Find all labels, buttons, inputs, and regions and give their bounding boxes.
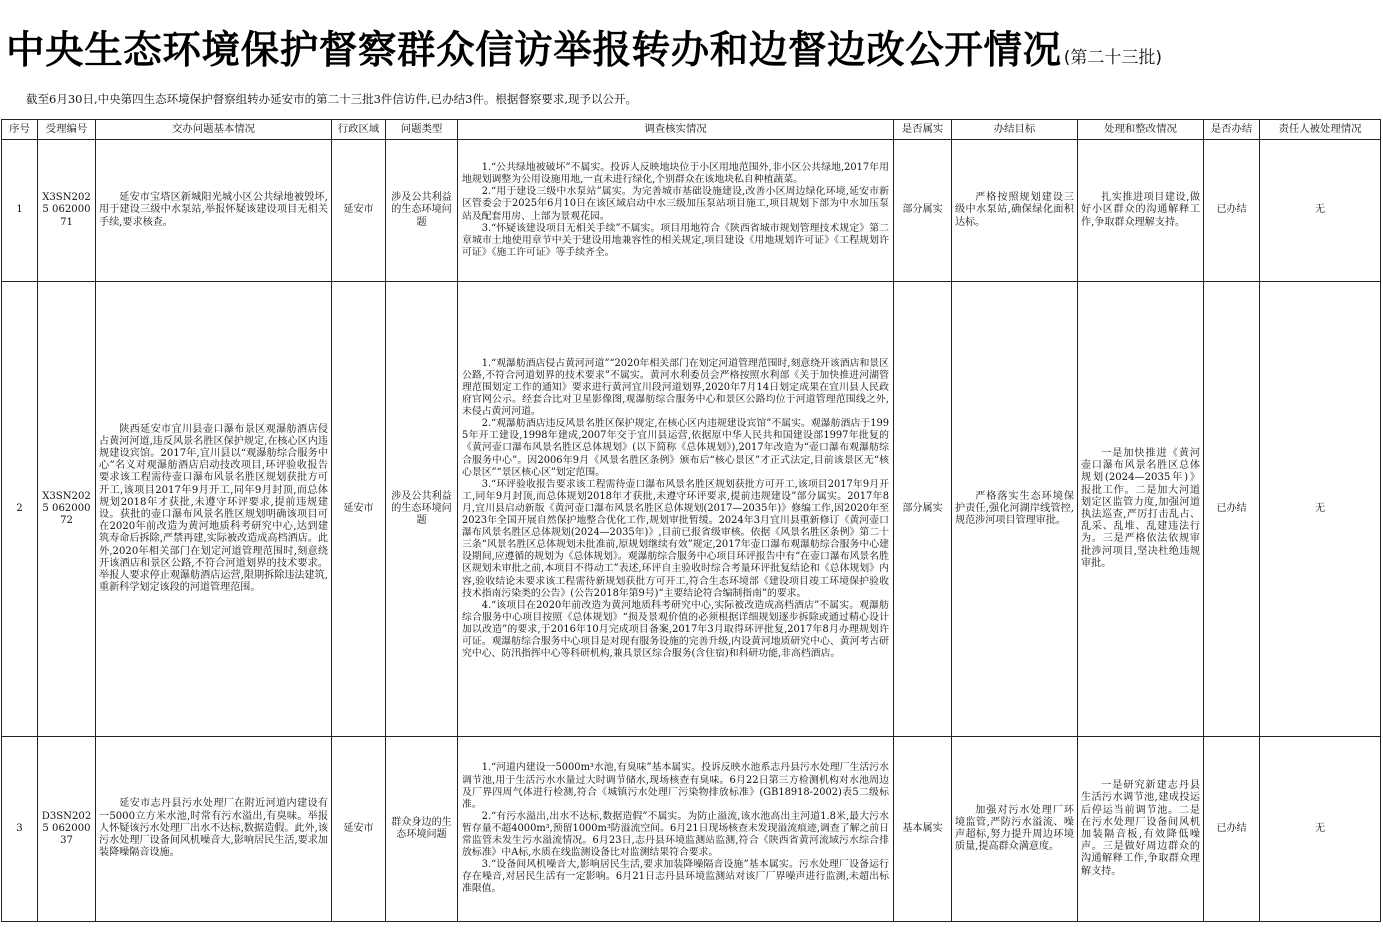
row-accountability: 无 bbox=[1260, 737, 1381, 922]
finding-paragraph: 1.“观瀑舫酒店侵占黄河河道”“2020年相关部门在划定河道管理范围时,刻意绕开该酒店和景区公路,不符合河道划界的技术要求”不属实。黄河水利委员会严格按照水利部《关于加快推进河湖管理范围划定工作的通知》要求进行黄河宜川段河道划界,2020年7月14日划定成果在宜川县人民政府官网公示。经套合比对卫星影像图,观瀑舫综合服务中心和景区公路均位于河道管理范围线之外,未侵占黄河河道。 bbox=[462, 357, 889, 418]
table-row bbox=[2, 282, 1381, 737]
row-code: X3SN2025 06200071 bbox=[38, 140, 96, 282]
row-type: 涉及公共利益的生态环境问题 bbox=[386, 140, 458, 282]
table-row bbox=[2, 140, 1381, 282]
finding-paragraph: 2.“用于建设三级中水泵站”属实。为完善城市基础设施建设,改善小区周边绿化环境,延安市新区管委会于2025年6月10日在该区域启动中水三级加压泵站项目施工,项目规划下部为中水加压泵站及配套用房、上部为景观花园。 bbox=[462, 186, 889, 222]
table-header-row bbox=[2, 120, 1381, 140]
header-region: 行政区域 bbox=[332, 120, 386, 140]
petition-table bbox=[1, 119, 1381, 922]
title-block bbox=[6, 20, 1162, 80]
row-issue bbox=[96, 282, 332, 737]
goal-text: 严格落实生态环境保护责任,强化河湖岸线管控,规范涉河项目管理审批。 bbox=[955, 490, 1074, 527]
row-true-status: 部分属实 bbox=[894, 282, 952, 737]
row-closed: 已办结 bbox=[1204, 282, 1260, 737]
row-handling bbox=[1078, 140, 1204, 282]
row-no: 2 bbox=[2, 282, 38, 737]
row-code: D3SN2025 06200037 bbox=[38, 737, 96, 922]
row-true-status: 基本属实 bbox=[894, 737, 952, 922]
finding-paragraph: 3.“环评验收报告要求该工程需待壶口瀑布风景名胜区规划获批方可开工,该项目2017年9月开工,同年9月封顶,而总体规划2018年才获批,未遵守环评要求,提前违规建设”部分属实。2017年8月,宜川县启动新版《黄河壶口瀑布风景名胜区总体规划(2017—2035年)》修编工作,因2020年至2023年全国开展自然保护地整合优化工作,规划审批暂缓。2024年3月宜川县重新修订《黄河壶口瀑布风景名胜区总体规划(2024—2035年)》,目前已报省级审核。依据《风景名胜区条例》第二十三条“风景名胜区总体规划未批准前,原规划继续有效”规定,2017年壶口瀑布观瀑舫综合服务中心建设期间,应遵循的规划为《总体规划》。观瀑舫综合服务中心项目环评报告中有“在壶口瀑布风景名胜区规划未审批之前,本项目不得动工”表述,环评自主验收时综合考量环评批复结论和《总体规划》内容,验收结论未要求该工程需待新规划获批方可开工,符合生态环境部《建设项目竣工环境保护验收技术指南污染类的公告》(公告2018年第9号)“主要结论符合编制指南”的要求。 bbox=[462, 478, 889, 599]
row-accountability: 无 bbox=[1260, 140, 1381, 282]
header-closed: 是否办结 bbox=[1204, 120, 1260, 140]
row-region: 延安市 bbox=[332, 140, 386, 282]
row-goal bbox=[952, 737, 1078, 922]
header-code: 受理编号 bbox=[38, 120, 96, 140]
row-code: X3SN2025 06200072 bbox=[38, 282, 96, 737]
row-goal bbox=[952, 140, 1078, 282]
row-closed: 已办结 bbox=[1204, 140, 1260, 282]
row-true-status: 部分属实 bbox=[894, 140, 952, 282]
row-region: 延安市 bbox=[332, 737, 386, 922]
finding-paragraph: 1.“公共绿地被破坏”不属实。投诉人反映地块位于小区用地范围外,非小区公共绿地,2017年用地规划调整为公用设施用地,一直未进行绿化,个别群众在该地块私自种植蔬菜。 bbox=[462, 162, 889, 186]
row-accountability: 无 bbox=[1260, 282, 1381, 737]
goal-text: 严格按照规划建设三级中水泵站,确保绿化面积达标。 bbox=[955, 192, 1074, 228]
intro-text: 截至6月30日,中央第四生态环境保护督察组转办延安市的第二十三批3件信访件,已办结3件。根据督察要求,现予以公开。 bbox=[26, 92, 638, 106]
row-issue bbox=[96, 737, 332, 922]
row-findings bbox=[458, 282, 894, 737]
header-accountability: 责任人被处理情况 bbox=[1260, 120, 1381, 140]
header-issue: 交办问题基本情况 bbox=[96, 120, 332, 140]
row-findings bbox=[458, 737, 894, 922]
row-issue bbox=[96, 140, 332, 282]
header-true-status: 是否属实 bbox=[894, 120, 952, 140]
issue-text: 陕西延安市宜川县壶口瀑布景区观瀑舫酒店侵占黄河河道,违反风景名胜区保护规定,在核心区内违规建设宾馆。2017年,宜川县以“观瀑舫综合服务中心”名义对观瀑舫酒店启动技改项目,环评验收报告要求该工程需待壶口瀑布风景名胜区规划获批方可开工,该项目2017年9月开工,同年9月封顶,而总体规划2018年才获批,未遵守环评要求,提前违规建设。获批的壶口瀑布风景名胜区规划明确该项目可在2020年前改造为黄河地质科考研究中心,达到建筑寿命后拆除,严禁再建,实际被改造成高档酒店。此外,2020年相关部门在划定河道管理范围时,刻意绕开该酒店和景区公路,不符合河道划界的技术要求。举报人要求停止观瀑舫酒店运营,限期拆除违法建筑,重新科学划定该段的河道管理范围。 bbox=[99, 423, 328, 594]
goal-text: 加强对污水处理厂环境监管,严防污水溢流、噪声超标,努力提升周边环境质量,提高群众满意度。 bbox=[955, 804, 1074, 853]
page-subtitle: (第二十三批) bbox=[1063, 48, 1162, 68]
header-no: 序号 bbox=[2, 120, 38, 140]
row-handling bbox=[1078, 737, 1204, 922]
table-row bbox=[2, 737, 1381, 922]
row-closed: 已办结 bbox=[1204, 737, 1260, 922]
handling-text: 一是加快推进《黄河壶口瀑布风景名胜区总体规划(2024—2035年)》报批工作。二是加大河道划定区监管力度,加强河道执法巡查,严厉打击乱占、乱采、乱堆、乱建违法行为。三是严格依法依规审批涉河项目,坚决杜绝违规审批。 bbox=[1081, 447, 1200, 569]
issue-text: 延安市志丹县污水处理厂在附近河道内建设有一5000立方米水池,时常有污水溢出,有臭味。举报人怀疑该污水处理厂出水不达标,数据造假。此外,该污水处理厂设备间风机噪音大,影响居民生活,要求加装降噪隔音设施。 bbox=[99, 798, 328, 859]
row-no: 3 bbox=[2, 737, 38, 922]
header-goal: 办结目标 bbox=[952, 120, 1078, 140]
page-title: 中央生态环境保护督察群众信访举报转办和边督边改公开情况 bbox=[6, 28, 1062, 73]
issue-text: 延安市宝塔区新城阳光城小区公共绿地被毁坏,用于建设三级中水泵站,举报怀疑该建设项目无相关手续,要求核查。 bbox=[99, 192, 328, 228]
row-goal bbox=[952, 282, 1078, 737]
row-findings bbox=[458, 140, 894, 282]
row-no: 1 bbox=[2, 140, 38, 282]
finding-paragraph: 4.“该项目在2020年前改造为黄河地质科考研究中心,实际被改造成高档酒店”不属实。观瀑舫综合服务中心项目按照《总体规划》“损及景观价值的必须根据详细规划逐步拆除或通过精心设计加以改造”的要求,于2016年10月完成项目备案,2017年3月取得环评批复,2017年8月办理规划许可证。观瀑舫综合服务中心项目是对现有服务设施的完善升级,内设黄河地质研究中心、黄河考古研究中心、防汛指挥中心等科研机构,兼具景区综合服务(含住宿)和科研功能,非高档酒店。 bbox=[462, 599, 889, 660]
header-handling: 处理和整改情况 bbox=[1078, 120, 1204, 140]
handling-text: 一是研究新建志丹县生活污水调节池,建成投运后停运当前调节池。二是在污水处理厂设备间风机加装隔音板,有效降低噪声。三是做好周边群众的沟通解释工作,争取群众理解支持。 bbox=[1081, 780, 1200, 877]
handling-text: 扎实推进项目建设,做好小区群众的沟通解释工作,争取群众理解支持。 bbox=[1081, 192, 1200, 228]
row-type: 群众身边的生态环境问题 bbox=[386, 737, 458, 922]
row-type: 涉及公共利益的生态环境问题 bbox=[386, 282, 458, 737]
finding-paragraph: 1.“河道内建设一5000m³水池,有臭味”基本属实。投诉反映水池系志丹县污水处理厂生活污水调节池,用于生活污水水量过大时调节储水,现场核查有臭味。6月22日第三方检测机构对水池周边及厂界四周气体进行检测,符合《城镇污水处理厂污染物排放标准》(GB18918-2002)表5二级标准。 bbox=[462, 762, 889, 810]
header-type: 问题类型 bbox=[386, 120, 458, 140]
finding-paragraph: 3.“怀疑该建设项目无相关手续”不属实。项目用地符合《陕西省城市规划管理技术规定》第二章城市土地使用章节中关于建设用地兼容性的相关规定,项目建设《用地规划许可证》《工程规划许可证》《施工许可证》等手续齐全。 bbox=[462, 222, 889, 258]
row-handling bbox=[1078, 282, 1204, 737]
finding-paragraph: 2.“有污水溢出,出水不达标,数据造假”不属实。为防止溢流,该水池高出主河道1.8米,最大污水暂存量不超4000m³,预留1000m³防溢流空间。6月21日现场核查未发现溢流痕迹,调查了解之前日常监管未发生污水溢流情况。6月23日,志丹县环境监测站监测,符合《陕西省黄河流域污水综合排放标准》中A标,水质在线监测设备比对监测结果符合要求。 bbox=[462, 810, 889, 859]
finding-paragraph: 3.“设备间风机噪音大,影响居民生活,要求加装降噪隔音设施”基本属实。污水处理厂设备运行存在噪音,对居民生活有一定影响。6月21日志丹县环境监测站对该厂厂界噪声进行监测,未超出标准限值。 bbox=[462, 859, 889, 895]
row-region: 延安市 bbox=[332, 282, 386, 737]
finding-paragraph: 2.“观瀑舫酒店违反风景名胜区保护规定,在核心区内违规建设宾馆”不属实。观瀑舫酒店于1995年开工建设,1998年建成,2007年交于宜川县运营,依据原中华人民共和国建设部1997年批复的《黄河壶口瀑布风景名胜区总体规划》(以下简称《总体规划》),2017年改造为“壶口瀑布观瀑舫综合服务中心”。因2006年9月《风景名胜区条例》颁布后“核心景区”才正式法定,目前该景区无“核心景区”“景区核心区”划定范围。 bbox=[462, 418, 889, 478]
header-findings: 调查核实情况 bbox=[458, 120, 894, 140]
